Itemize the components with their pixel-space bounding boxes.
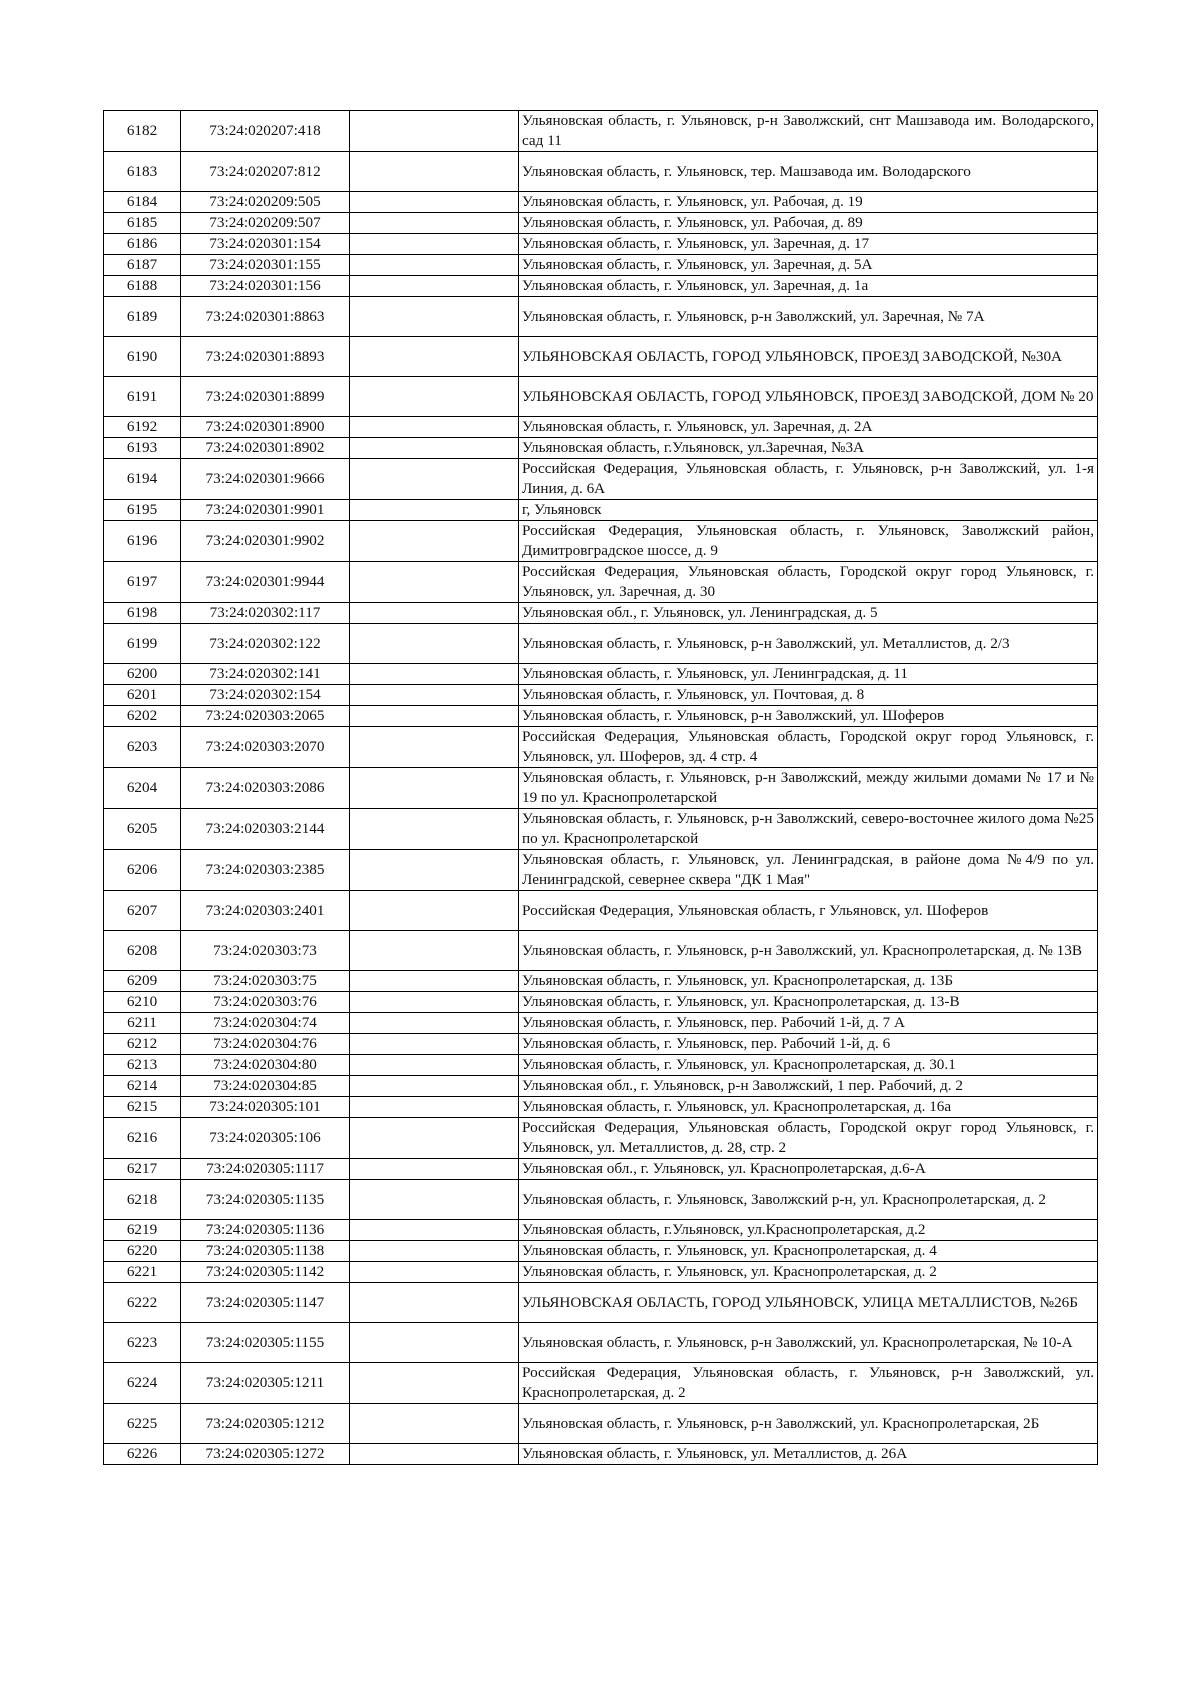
empty-cell <box>350 1220 519 1241</box>
row-number-cell: 6223 <box>104 1323 181 1363</box>
empty-cell <box>350 459 519 500</box>
address-cell: Российская Федерация, Ульяновская область, Городской округ город Ульяновск, г. Ульяновск, ул. Металлистов, д. 28, стр. 2 <box>519 1118 1098 1159</box>
address-cell: УЛЬЯНОВСКАЯ ОБЛАСТЬ, ГОРОД УЛЬЯНОВСК, УЛИЦА МЕТАЛЛИСТОВ, №26Б <box>519 1283 1098 1323</box>
empty-cell <box>350 500 519 521</box>
table-row <box>104 192 1098 213</box>
cadastral-number-cell: 73:24:020304:76 <box>181 1034 350 1055</box>
address-cell: УЛЬЯНОВСКАЯ ОБЛАСТЬ, ГОРОД УЛЬЯНОВСК, ПРОЕЗД ЗАВОДСКОЙ, ДОМ № 20 <box>519 377 1098 417</box>
empty-cell <box>350 1097 519 1118</box>
row-number-cell: 6201 <box>104 685 181 706</box>
address-cell: Ульяновская обл., г. Ульяновск, ул. Краснопролетарская, д.6-А <box>519 1159 1098 1180</box>
table-row <box>104 1076 1098 1097</box>
table-row <box>104 213 1098 234</box>
row-number-cell: 6208 <box>104 931 181 971</box>
cadastral-number-cell: 73:24:020301:9902 <box>181 521 350 562</box>
row-number-cell: 6193 <box>104 438 181 459</box>
cadastral-number-cell: 73:24:020301:9944 <box>181 562 350 603</box>
table-row <box>104 850 1098 891</box>
empty-cell <box>350 1262 519 1283</box>
address-cell: Ульяновская область, г. Ульяновск, ул. Заречная, д. 1а <box>519 276 1098 297</box>
empty-cell <box>350 727 519 768</box>
cadastral-number-cell: 73:24:020301:8899 <box>181 377 350 417</box>
empty-cell <box>350 768 519 809</box>
row-number-cell: 6188 <box>104 276 181 297</box>
table-row <box>104 521 1098 562</box>
cadastral-number-cell: 73:24:020301:155 <box>181 255 350 276</box>
table-row <box>104 234 1098 255</box>
table-row <box>104 1180 1098 1220</box>
row-number-cell: 6185 <box>104 213 181 234</box>
table-row <box>104 1444 1098 1465</box>
row-number-cell: 6220 <box>104 1241 181 1262</box>
address-cell: Ульяновская область, г. Ульяновск, пер. Рабочий 1-й, д. 6 <box>519 1034 1098 1055</box>
cadastral-number-cell: 73:24:020305:1272 <box>181 1444 350 1465</box>
cadastral-number-cell: 73:24:020305:1147 <box>181 1283 350 1323</box>
address-cell: Ульяновская область, г.Ульяновск, ул.Заречная, №3А <box>519 438 1098 459</box>
table-row <box>104 624 1098 664</box>
address-cell: Российская Федерация, Ульяновская область, г. Ульяновск, Заволжский район, Димитровградское шоссе, д. 9 <box>519 521 1098 562</box>
cadastral-number-cell: 73:24:020303:2086 <box>181 768 350 809</box>
row-number-cell: 6190 <box>104 337 181 377</box>
empty-cell <box>350 297 519 337</box>
table-row <box>104 1013 1098 1034</box>
address-cell: Ульяновская область, г. Ульяновск, Заволжский р-н, ул. Краснопролетарская, д. 2 <box>519 1180 1098 1220</box>
address-cell: Ульяновская обл., г. Ульяновск, ул. Ленинградская, д. 5 <box>519 603 1098 624</box>
address-cell: Ульяновская область, г. Ульяновск, р-н Заволжский, ул. Металлистов, д. 2/3 <box>519 624 1098 664</box>
empty-cell <box>350 1404 519 1444</box>
cadastral-number-cell: 73:24:020303:2144 <box>181 809 350 850</box>
table-row <box>104 809 1098 850</box>
row-number-cell: 6200 <box>104 664 181 685</box>
empty-cell <box>350 417 519 438</box>
table-row <box>104 1159 1098 1180</box>
empty-cell <box>350 1159 519 1180</box>
empty-cell <box>350 234 519 255</box>
cadastral-number-cell: 73:24:020303:75 <box>181 971 350 992</box>
empty-cell <box>350 1076 519 1097</box>
empty-cell <box>350 971 519 992</box>
address-cell: Ульяновская область, г. Ульяновск, ул. Краснопролетарская, д. 2 <box>519 1262 1098 1283</box>
row-number-cell: 6211 <box>104 1013 181 1034</box>
cadastral-number-cell: 73:24:020209:505 <box>181 192 350 213</box>
table-row <box>104 276 1098 297</box>
row-number-cell: 6189 <box>104 297 181 337</box>
row-number-cell: 6216 <box>104 1118 181 1159</box>
address-cell: Российская Федерация, Ульяновская область, Городской округ город Ульяновск, г. Ульяновск, ул. Заречная, д. 30 <box>519 562 1098 603</box>
row-number-cell: 6192 <box>104 417 181 438</box>
empty-cell <box>350 624 519 664</box>
cadastral-number-cell: 73:24:020305:1211 <box>181 1363 350 1404</box>
row-number-cell: 6207 <box>104 891 181 931</box>
address-cell: Ульяновская область, г. Ульяновск, р-н Заволжский, между жилыми домами № 17 и № 19 по ул. Краснопролетарской <box>519 768 1098 809</box>
address-cell: Ульяновская область, г. Ульяновск, р-н Заволжский, ул. Заречная, № 7А <box>519 297 1098 337</box>
table-row <box>104 1220 1098 1241</box>
empty-cell <box>350 931 519 971</box>
table-row <box>104 727 1098 768</box>
row-number-cell: 6217 <box>104 1159 181 1180</box>
empty-cell <box>350 213 519 234</box>
cadastral-number-cell: 73:24:020303:2385 <box>181 850 350 891</box>
cadastral-number-cell: 73:24:020305:1212 <box>181 1404 350 1444</box>
table-row <box>104 1097 1098 1118</box>
cadastral-number-cell: 73:24:020301:8893 <box>181 337 350 377</box>
table-row <box>104 1118 1098 1159</box>
row-number-cell: 6197 <box>104 562 181 603</box>
cadastral-number-cell: 73:24:020301:154 <box>181 234 350 255</box>
cadastral-number-cell: 73:24:020303:73 <box>181 931 350 971</box>
empty-cell <box>350 111 519 152</box>
address-cell: Ульяновская область, г.Ульяновск, ул.Краснопролетарская, д.2 <box>519 1220 1098 1241</box>
table-row <box>104 931 1098 971</box>
cadastral-number-cell: 73:24:020305:1117 <box>181 1159 350 1180</box>
empty-cell <box>350 255 519 276</box>
empty-cell <box>350 1180 519 1220</box>
empty-cell <box>350 1363 519 1404</box>
address-cell: Ульяновская область, г. Ульяновск, р-н Заволжский, ул. Шоферов <box>519 706 1098 727</box>
address-cell: Ульяновская область, г. Ульяновск, ул. Ленинградская, д. 11 <box>519 664 1098 685</box>
address-cell: Ульяновская область, г. Ульяновск, ул. Краснопролетарская, д. 13Б <box>519 971 1098 992</box>
cadastral-number-cell: 73:24:020304:74 <box>181 1013 350 1034</box>
cadastral-number-cell: 73:24:020301:9666 <box>181 459 350 500</box>
table-row <box>104 459 1098 500</box>
land-plot-register-table <box>103 110 1098 1465</box>
address-cell: г, Ульяновск <box>519 500 1098 521</box>
table-row <box>104 1404 1098 1444</box>
row-number-cell: 6214 <box>104 1076 181 1097</box>
row-number-cell: 6186 <box>104 234 181 255</box>
row-number-cell: 6213 <box>104 1055 181 1076</box>
table-row <box>104 1363 1098 1404</box>
empty-cell <box>350 1055 519 1076</box>
address-cell: Российская Федерация, Ульяновская область, г. Ульяновск, р-н Заволжский, ул. Краснопролетарская, д. 2 <box>519 1363 1098 1404</box>
table-row <box>104 1034 1098 1055</box>
address-cell: Ульяновская область, г. Ульяновск, р-н Заволжский, снт Машзавода им. Володарского, сад 11 <box>519 111 1098 152</box>
row-number-cell: 6182 <box>104 111 181 152</box>
empty-cell <box>350 337 519 377</box>
row-number-cell: 6199 <box>104 624 181 664</box>
address-cell: Ульяновская область, г. Ульяновск, ул. Краснопролетарская, д. 30.1 <box>519 1055 1098 1076</box>
address-cell: Ульяновская область, г. Ульяновск, р-н Заволжский, ул. Краснопролетарская, д. № 13В <box>519 931 1098 971</box>
cadastral-number-cell: 73:24:020305:1135 <box>181 1180 350 1220</box>
empty-cell <box>350 685 519 706</box>
address-cell: Российская Федерация, Ульяновская область, г. Ульяновск, р-н Заволжский, ул. 1-я Линия, д. 6А <box>519 459 1098 500</box>
address-cell: Ульяновская область, г. Ульяновск, ул. Рабочая, д. 19 <box>519 192 1098 213</box>
address-cell: Ульяновская область, г. Ульяновск, р-н Заволжский, северо-восточнее жилого дома №25 по ул. Краснопролетарской <box>519 809 1098 850</box>
table-row <box>104 1055 1098 1076</box>
cadastral-number-cell: 73:24:020302:154 <box>181 685 350 706</box>
row-number-cell: 6183 <box>104 152 181 192</box>
empty-cell <box>350 562 519 603</box>
address-cell: Ульяновская область, г. Ульяновск, ул. Ленинградская, в районе дома №4/9 по ул. Ленинградской, севернее сквера "ДК 1 Мая" <box>519 850 1098 891</box>
cadastral-number-cell: 73:24:020304:80 <box>181 1055 350 1076</box>
address-cell: Ульяновская область, г. Ульяновск, ул. Заречная, д. 17 <box>519 234 1098 255</box>
row-number-cell: 6224 <box>104 1363 181 1404</box>
table-row <box>104 255 1098 276</box>
table-row <box>104 603 1098 624</box>
table-row <box>104 971 1098 992</box>
table-row <box>104 111 1098 152</box>
table-row <box>104 1283 1098 1323</box>
empty-cell <box>350 850 519 891</box>
row-number-cell: 6204 <box>104 768 181 809</box>
row-number-cell: 6210 <box>104 992 181 1013</box>
empty-cell <box>350 438 519 459</box>
cadastral-number-cell: 73:24:020302:117 <box>181 603 350 624</box>
cadastral-number-cell: 73:24:020207:812 <box>181 152 350 192</box>
empty-cell <box>350 706 519 727</box>
empty-cell <box>350 1013 519 1034</box>
table-row <box>104 377 1098 417</box>
table-row <box>104 337 1098 377</box>
address-cell: Ульяновская область, г. Ульяновск, ул. Краснопролетарская, д. 4 <box>519 1241 1098 1262</box>
row-number-cell: 6221 <box>104 1262 181 1283</box>
address-cell: Ульяновская область, г. Ульяновск, ул. Металлистов, д. 26А <box>519 1444 1098 1465</box>
table-row <box>104 417 1098 438</box>
cadastral-number-cell: 73:24:020305:106 <box>181 1118 350 1159</box>
empty-cell <box>350 809 519 850</box>
cadastral-number-cell: 73:24:020301:9901 <box>181 500 350 521</box>
table-row <box>104 891 1098 931</box>
address-cell: Ульяновская область, г. Ульяновск, пер. Рабочий 1-й, д. 7 А <box>519 1013 1098 1034</box>
row-number-cell: 6212 <box>104 1034 181 1055</box>
row-number-cell: 6226 <box>104 1444 181 1465</box>
table-row <box>104 438 1098 459</box>
row-number-cell: 6218 <box>104 1180 181 1220</box>
table-row <box>104 992 1098 1013</box>
empty-cell <box>350 891 519 931</box>
table-row <box>104 664 1098 685</box>
address-cell: Ульяновская область, г. Ульяновск, р-н Заволжский, ул. Краснопролетарская, 2Б <box>519 1404 1098 1444</box>
address-cell: Российская Федерация, Ульяновская область, Городской округ город Ульяновск, г. Ульяновск, ул. Шоферов, зд. 4 стр. 4 <box>519 727 1098 768</box>
empty-cell <box>350 1034 519 1055</box>
empty-cell <box>350 152 519 192</box>
address-cell: Ульяновская область, г. Ульяновск, ул. Краснопролетарская, д. 13-В <box>519 992 1098 1013</box>
row-number-cell: 6194 <box>104 459 181 500</box>
address-cell: Ульяновская область, г. Ульяновск, ул. Рабочая, д. 89 <box>519 213 1098 234</box>
table-row <box>104 1262 1098 1283</box>
row-number-cell: 6206 <box>104 850 181 891</box>
table-row <box>104 500 1098 521</box>
cadastral-number-cell: 73:24:020301:8900 <box>181 417 350 438</box>
cadastral-number-cell: 73:24:020303:2070 <box>181 727 350 768</box>
table-row <box>104 562 1098 603</box>
row-number-cell: 6203 <box>104 727 181 768</box>
empty-cell <box>350 521 519 562</box>
cadastral-number-cell: 73:24:020303:76 <box>181 992 350 1013</box>
address-cell: УЛЬЯНОВСКАЯ ОБЛАСТЬ, ГОРОД УЛЬЯНОВСК, ПРОЕЗД ЗАВОДСКОЙ, №30А <box>519 337 1098 377</box>
cadastral-number-cell: 73:24:020301:8863 <box>181 297 350 337</box>
empty-cell <box>350 1241 519 1262</box>
cadastral-number-cell: 73:24:020303:2401 <box>181 891 350 931</box>
empty-cell <box>350 664 519 685</box>
address-cell: Ульяновская область, г. Ульяновск, ул. Заречная, д. 2А <box>519 417 1098 438</box>
cadastral-number-cell: 73:24:020301:156 <box>181 276 350 297</box>
empty-cell <box>350 1444 519 1465</box>
row-number-cell: 6195 <box>104 500 181 521</box>
cadastral-number-cell: 73:24:020302:141 <box>181 664 350 685</box>
table-row <box>104 768 1098 809</box>
address-cell: Ульяновская область, г. Ульяновск, ул. Заречная, д. 5А <box>519 255 1098 276</box>
row-number-cell: 6219 <box>104 1220 181 1241</box>
row-number-cell: 6225 <box>104 1404 181 1444</box>
cadastral-number-cell: 73:24:020207:418 <box>181 111 350 152</box>
cadastral-number-cell: 73:24:020305:1155 <box>181 1323 350 1363</box>
empty-cell <box>350 1323 519 1363</box>
empty-cell <box>350 377 519 417</box>
address-cell: Ульяновская область, г. Ульяновск, тер. Машзавода им. Володарского <box>519 152 1098 192</box>
cadastral-number-cell: 73:24:020302:122 <box>181 624 350 664</box>
address-cell: Ульяновская область, г. Ульяновск, р-н Заволжский, ул. Краснопролетарская, № 10-А <box>519 1323 1098 1363</box>
row-number-cell: 6205 <box>104 809 181 850</box>
row-number-cell: 6187 <box>104 255 181 276</box>
row-number-cell: 6215 <box>104 1097 181 1118</box>
empty-cell <box>350 192 519 213</box>
cadastral-number-cell: 73:24:020305:1142 <box>181 1262 350 1283</box>
table-row <box>104 1323 1098 1363</box>
address-cell: Ульяновская область, г. Ульяновск, ул. Краснопролетарская, д. 16а <box>519 1097 1098 1118</box>
empty-cell <box>350 992 519 1013</box>
cadastral-number-cell: 73:24:020303:2065 <box>181 706 350 727</box>
table-row <box>104 1241 1098 1262</box>
table-row <box>104 706 1098 727</box>
cadastral-number-cell: 73:24:020305:101 <box>181 1097 350 1118</box>
address-cell: Российская Федерация, Ульяновская область, г Ульяновск, ул. Шоферов <box>519 891 1098 931</box>
register-table-body <box>104 111 1098 1465</box>
table-row <box>104 297 1098 337</box>
address-cell: Ульяновская область, г. Ульяновск, ул. Почтовая, д. 8 <box>519 685 1098 706</box>
empty-cell <box>350 603 519 624</box>
row-number-cell: 6222 <box>104 1283 181 1323</box>
row-number-cell: 6198 <box>104 603 181 624</box>
empty-cell <box>350 276 519 297</box>
row-number-cell: 6209 <box>104 971 181 992</box>
cadastral-number-cell: 73:24:020301:8902 <box>181 438 350 459</box>
empty-cell <box>350 1118 519 1159</box>
table-row <box>104 685 1098 706</box>
row-number-cell: 6191 <box>104 377 181 417</box>
empty-cell <box>350 1283 519 1323</box>
cadastral-number-cell: 73:24:020305:1138 <box>181 1241 350 1262</box>
cadastral-number-cell: 73:24:020304:85 <box>181 1076 350 1097</box>
row-number-cell: 6202 <box>104 706 181 727</box>
cadastral-number-cell: 73:24:020305:1136 <box>181 1220 350 1241</box>
table-row <box>104 152 1098 192</box>
row-number-cell: 6184 <box>104 192 181 213</box>
address-cell: Ульяновская обл., г. Ульяновск, р-н Заволжский, 1 пер. Рабочий, д. 2 <box>519 1076 1098 1097</box>
cadastral-number-cell: 73:24:020209:507 <box>181 213 350 234</box>
row-number-cell: 6196 <box>104 521 181 562</box>
